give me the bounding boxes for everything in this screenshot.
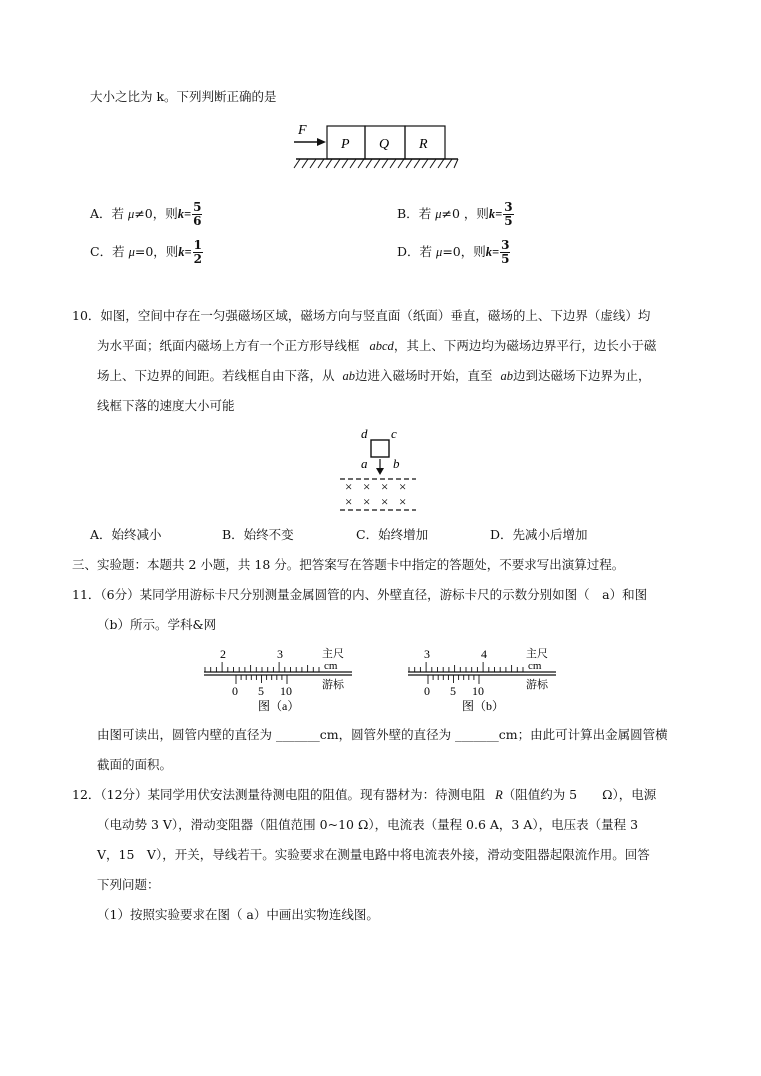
vernier-ticks	[428, 675, 479, 684]
option-letter: A．	[90, 206, 112, 221]
fraction-denominator: 2	[193, 252, 203, 266]
q10-line2-a: 为水平面；纸面内磁场上方有一个正方形导线框	[97, 338, 360, 353]
q10-line1: 10．如图，空间中存在一匀强磁场区域，磁场方向与竖直面（纸面）垂直，磁场的上、下边界（虚线）均	[72, 308, 651, 323]
label-b: b	[393, 456, 400, 471]
q10-line3	[97, 368, 651, 384]
q10-line4: 线框下落的速度大小可能	[97, 398, 235, 413]
main-scale-ticks	[409, 662, 523, 672]
vernier-tick-label: 5	[450, 684, 456, 698]
vernier-tick-label: 0	[424, 684, 430, 698]
fraction-numerator: 1	[193, 238, 203, 252]
option-cond-pre: 若	[418, 206, 432, 221]
fraction	[503, 201, 513, 228]
field-x: ×	[345, 479, 353, 494]
fraction-denominator: 6	[193, 214, 202, 228]
fraction-numerator: 3	[504, 200, 513, 214]
unit-label: cm	[324, 660, 338, 672]
option-cond-pre: 若	[111, 206, 125, 221]
mu-symbol: μ	[128, 207, 135, 221]
main-tick-label: 2	[220, 647, 226, 661]
ground-hatching	[294, 159, 458, 168]
option-letter: D．	[397, 244, 420, 259]
vernier-scale-label: 游标	[322, 679, 344, 691]
label-a: a	[361, 456, 368, 471]
q10-line3-a: 场上、下边界的间距。若线框自由下落，从	[97, 368, 335, 383]
vernier-ticks	[236, 675, 287, 684]
field-x: ×	[381, 494, 389, 509]
q11-line4: 截面的面积。	[97, 757, 173, 772]
q12-R-symbol: R	[495, 788, 503, 802]
square-loop	[371, 440, 389, 457]
field-x: ×	[363, 494, 371, 509]
q12-line1-a: 12．（12分）某同学用伏安法测量待测电阻的阻值。现有器材为：待测电阻	[72, 787, 486, 802]
fraction-denominator: 5	[504, 214, 513, 228]
q12-line1	[72, 787, 656, 803]
unit-label: cm	[528, 660, 542, 672]
fraction-numerator: 5	[193, 200, 202, 214]
q9-option-d	[397, 237, 510, 267]
option-cond: =0，则	[442, 244, 486, 259]
q9-option-a	[90, 199, 202, 229]
q12-line2: （电动势 3 V），滑动变阻器（阻值范围 0~10 Ω），电流表（量程 0.6 A，3 A），电压表（量程 3	[97, 817, 639, 832]
q10-abcd: abcd	[369, 339, 394, 353]
option-letter: C．	[90, 244, 113, 259]
q10-ab-2: ab	[500, 369, 513, 383]
k-symbol: k=	[177, 207, 192, 221]
fraction-denominator: 5	[501, 252, 510, 266]
main-tick-label: 3	[424, 647, 430, 661]
q11-line3: 由图可读出，圆管内壁的直径为 _______cm，圆管外壁的直径为 _______cm；由此可计算出金属圆管横	[97, 727, 668, 742]
q10-option-d: D．先减小后增加	[490, 527, 588, 542]
field-x: ×	[399, 494, 407, 509]
q10-ab-1: ab	[342, 369, 355, 383]
q10-line2-b: ，其上、下两边均为磁场边界平行，边长小于磁	[393, 338, 657, 353]
caliper-b-caption: 图（b）	[462, 699, 505, 713]
force-label: F	[298, 123, 307, 138]
mu-symbol: μ	[436, 245, 443, 259]
field-x: ×	[363, 479, 371, 494]
caliper-a-figure	[200, 646, 360, 716]
vernier-tick-label: 10	[472, 684, 484, 698]
option-cond-pre: 若	[112, 244, 125, 259]
q12-line1-b: （阻值约为 5 Ω），电源	[502, 787, 657, 802]
q10-field-figure	[340, 424, 430, 516]
block-r-label: R	[419, 137, 428, 152]
q10-option-b: B．始终不变	[222, 527, 294, 542]
q9-tail-text: 大小之比为 k。下列判断正确的是	[90, 89, 277, 104]
field-row-1	[345, 479, 406, 494]
fall-arrowhead	[376, 468, 384, 475]
field-x: ×	[381, 479, 389, 494]
q10-line3-c: 边到达磁场下边界为止，	[513, 368, 651, 383]
k-symbol: k=	[488, 207, 503, 221]
k-symbol: k=	[178, 245, 192, 259]
caliper-b-figure	[404, 646, 564, 716]
main-tick-label: 4	[481, 647, 487, 661]
vernier-scale-label: 游标	[526, 679, 548, 691]
fraction	[192, 201, 202, 228]
label-d: d	[361, 426, 368, 441]
option-cond: ≠0 ，则	[441, 206, 489, 221]
section-3-heading: 三、实验题：本题共 2 小题，共 18 分。把答案写在答题卡中指定的答题处，不要求写出演算过程。	[72, 557, 625, 572]
q11-line2: （b）所示。学科&网	[97, 617, 217, 632]
field-x: ×	[399, 479, 407, 494]
fraction	[500, 239, 510, 266]
option-letter: B．	[397, 206, 419, 221]
q12-line3: V，15 V），开关，导线若干。实验要求在测量电路中将电流表外接，滑动变阻器起限流作用。回答	[97, 847, 650, 862]
vernier-tick-label: 10	[280, 684, 292, 698]
main-scale-label: 主尺	[526, 648, 548, 660]
fraction-numerator: 3	[501, 238, 510, 252]
option-cond-pre: 若	[419, 244, 433, 259]
block-p-label: P	[341, 137, 350, 152]
q9-option-b	[397, 199, 514, 229]
q12-line4: 下列问题：	[97, 877, 160, 892]
q11-line1: 11．（6分）某同学用游标卡尺分别测量金属圆管的内、外壁直径，游标卡尺的示数分别如图（ a）和图	[72, 587, 648, 602]
vernier-tick-label: 5	[258, 684, 264, 698]
q12-sub1: （1）按照实验要求在图（ a）中画出实物连线图。	[97, 907, 379, 922]
fraction	[193, 239, 203, 266]
q10-option-a: A．始终减小	[90, 527, 162, 542]
mu-symbol: μ	[128, 245, 135, 259]
q9-option-c	[90, 237, 203, 267]
q9-blocks-figure	[290, 122, 465, 174]
q10-option-c: C．始终增加	[356, 527, 429, 542]
main-scale-ticks	[205, 662, 319, 672]
q10-line2	[97, 338, 656, 354]
field-x: ×	[345, 494, 353, 509]
mu-symbol: μ	[435, 207, 442, 221]
q10-line3-b: 边进入磁场时开始，直至	[355, 368, 493, 383]
field-row-2	[345, 494, 406, 509]
main-tick-label: 3	[277, 647, 283, 661]
label-c: c	[391, 426, 397, 441]
caliper-a-caption: 图（a）	[258, 699, 300, 713]
option-cond: =0，则	[134, 244, 179, 259]
block-q-label: Q	[379, 137, 390, 152]
vernier-tick-label: 0	[232, 684, 238, 698]
option-cond: ≠0，则	[134, 206, 178, 221]
force-arrowhead	[317, 138, 326, 146]
main-scale-label: 主尺	[322, 648, 344, 660]
k-symbol: k=	[485, 245, 500, 259]
